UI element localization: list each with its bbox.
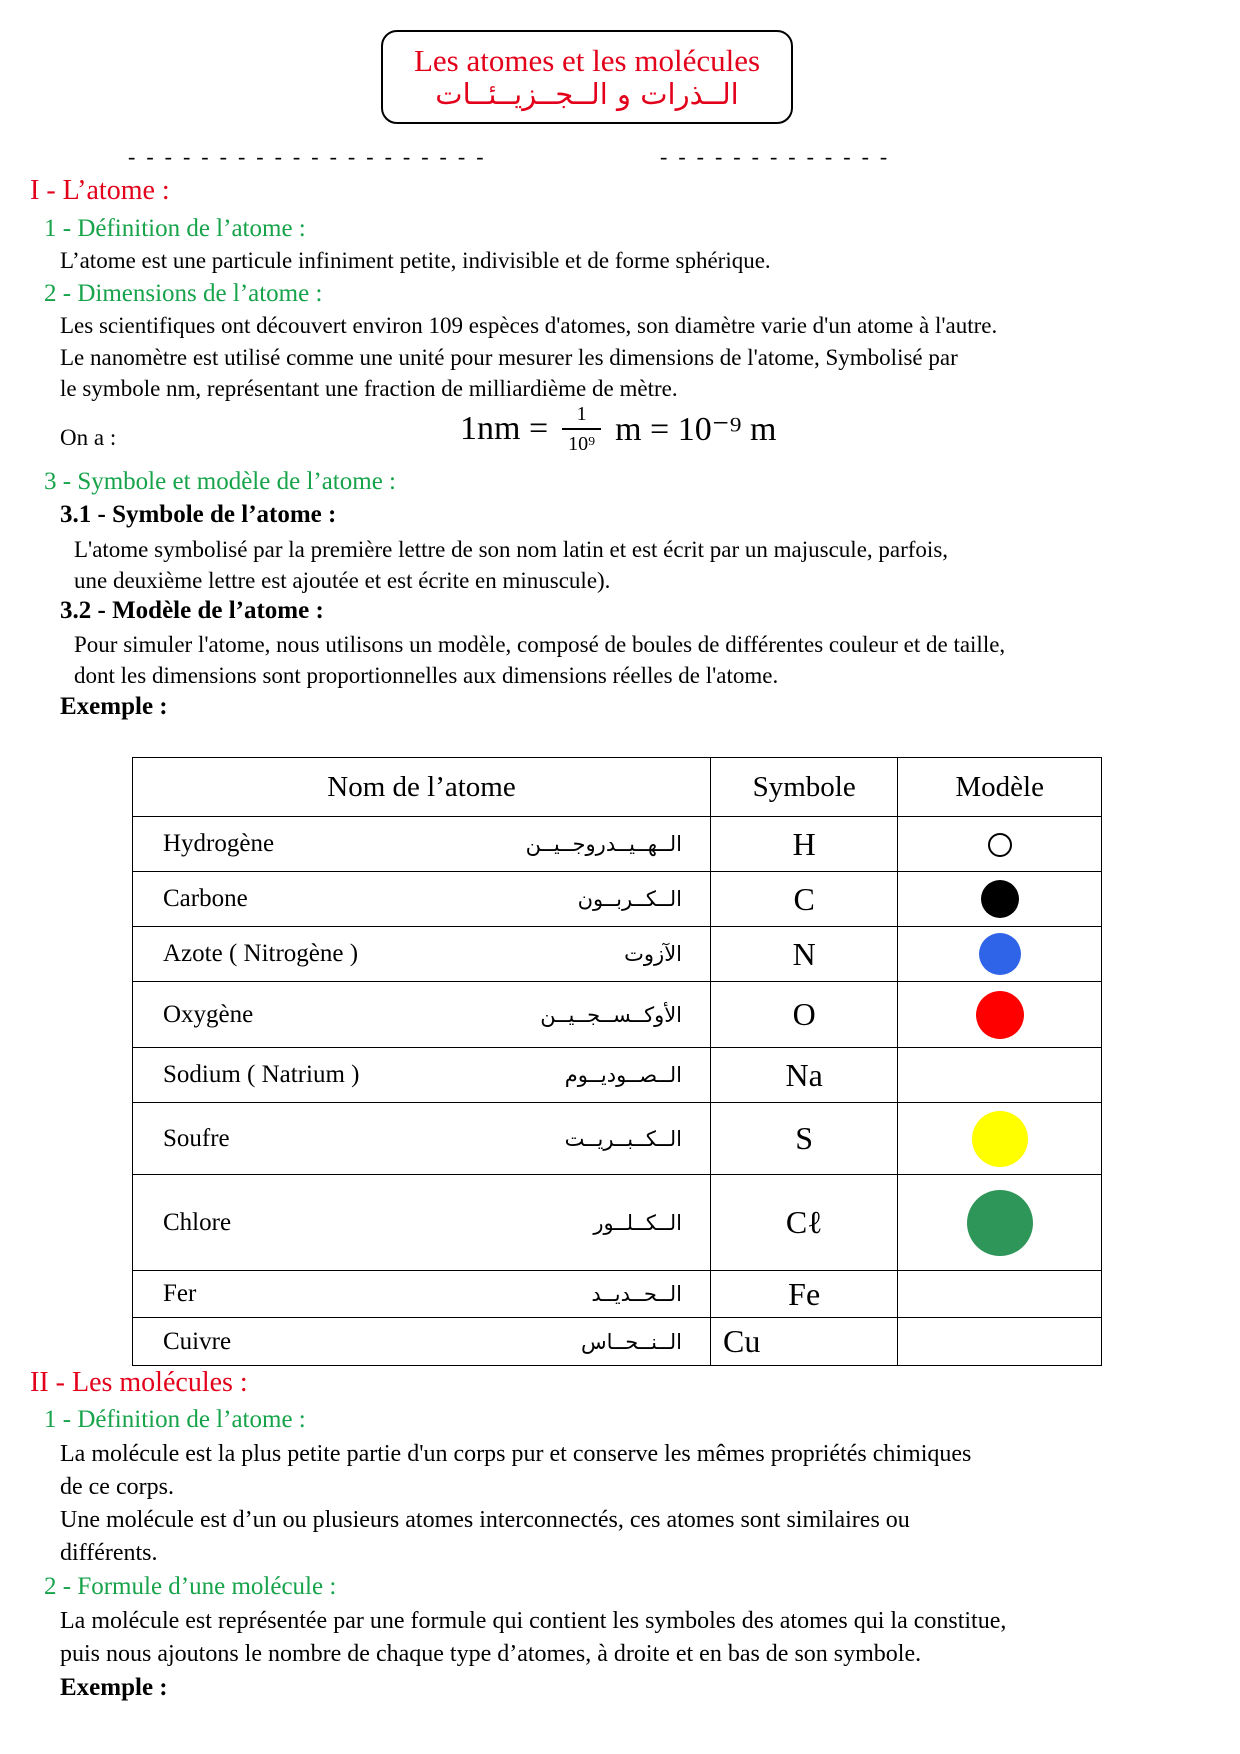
atom-name-cell bbox=[133, 1175, 711, 1271]
molecule-definition-line: différents. bbox=[60, 1540, 158, 1566]
atom-name-cell bbox=[133, 1318, 711, 1366]
table-row bbox=[133, 1318, 1102, 1366]
atom-model-ball bbox=[967, 1190, 1033, 1256]
atom-name-french: Chlore bbox=[163, 1208, 232, 1236]
atom-name-cell bbox=[133, 1103, 711, 1175]
atom-symbol: N bbox=[711, 927, 898, 982]
table-row bbox=[133, 817, 1102, 872]
atom-model-cell bbox=[898, 1175, 1102, 1271]
title-arabic: الــذرات و الــجــزيــئــات bbox=[435, 77, 739, 111]
example-label: Exemple : bbox=[60, 693, 168, 720]
atom-model-ball bbox=[972, 1111, 1028, 1167]
atom-name-french: Hydrogène bbox=[163, 830, 275, 857]
atom-symbol: S bbox=[711, 1103, 898, 1175]
molecule-example-label: Exemple : bbox=[60, 1674, 168, 1701]
molecule-definition-line: Une molécule est d’un ou plusieurs atomes interconnectés, ces atomes sont similaires ou bbox=[60, 1507, 910, 1533]
atom-name-arabic: الــصــوديــوم bbox=[564, 1063, 683, 1087]
section2-heading: II - Les molécules : bbox=[30, 1367, 248, 1398]
atom-model-cell bbox=[898, 1271, 1102, 1318]
molecule-definition-line: La molécule est la plus petite partie d'un corps pur et conserve les mêmes propriétés chimiques bbox=[60, 1441, 972, 1467]
atom-name-french: Cuivre bbox=[163, 1327, 232, 1355]
atom-name-french: Fer bbox=[163, 1280, 197, 1307]
atom-model-cell bbox=[898, 872, 1102, 927]
atom-name-french: Carbone bbox=[163, 885, 248, 912]
atom-name-french: Azote ( Nitrogène ) bbox=[163, 940, 359, 967]
atom-symbol: Cℓ bbox=[711, 1175, 898, 1271]
formula-lhs: 1nm = bbox=[460, 410, 549, 447]
symbol-line: une deuxième lettre est ajoutée et est écrite en minuscule). bbox=[74, 568, 611, 593]
atom-name-arabic: الــكــلــور bbox=[593, 1210, 683, 1235]
atom-name-french: Soufre bbox=[163, 1124, 230, 1152]
molecule-formula-heading: 2 - Formule d’une molécule : bbox=[44, 1573, 337, 1600]
atom-model-ball bbox=[981, 880, 1019, 918]
dimensions-line: Le nanomètre est utilisé comme une unité pour mesurer les dimensions de l'atome, Symbolisé par bbox=[60, 345, 958, 370]
atom-name-arabic: الــهــيــدروجــيــن bbox=[525, 832, 683, 856]
atom-model-ball bbox=[979, 933, 1021, 975]
section1-heading: I - L’atome : bbox=[30, 175, 170, 206]
separator-dashes-right: - - - - - - - - - - - - - bbox=[660, 144, 888, 169]
nanometer-formula bbox=[460, 402, 776, 456]
atom-name-arabic: الــحــديــد bbox=[591, 1282, 683, 1306]
title-box bbox=[381, 30, 793, 124]
table-header-row bbox=[133, 758, 1102, 817]
symbol-model-heading: 3 - Symbole et modèle de l’atome : bbox=[44, 468, 396, 495]
atom-symbol: Cu bbox=[711, 1318, 898, 1366]
atom-name-cell bbox=[133, 1048, 711, 1103]
molecule-formula-line: puis nous ajoutons le nombre de chaque type d’atomes, à droite et en bas de son symbole. bbox=[60, 1641, 922, 1667]
atom-name-arabic: الآزوت bbox=[624, 942, 683, 966]
table-row bbox=[133, 982, 1102, 1048]
atom-model-cell bbox=[898, 817, 1102, 872]
molecule-definition-line: de ce corps. bbox=[60, 1474, 174, 1500]
table-row bbox=[133, 872, 1102, 927]
atom-name-arabic: الــكــبــريــت bbox=[564, 1126, 683, 1151]
atom-name-cell bbox=[133, 1271, 711, 1318]
atom-name-arabic: الأوكــســجــيــن bbox=[540, 1002, 683, 1027]
table-row bbox=[133, 927, 1102, 982]
atom-name-arabic: الــكــربــون bbox=[577, 887, 683, 911]
atom-model-cell bbox=[898, 1103, 1102, 1175]
molecule-formula-line: La molécule est représentée par une formule qui contient les symboles des atomes qui la constitue, bbox=[60, 1608, 1007, 1634]
header-symbol: Symbole bbox=[711, 758, 898, 817]
atom-symbol: C bbox=[711, 872, 898, 927]
atom-model-cell bbox=[898, 982, 1102, 1048]
formula-fraction bbox=[562, 402, 601, 456]
table-row bbox=[133, 1271, 1102, 1318]
atom-symbol: Na bbox=[711, 1048, 898, 1103]
atom-name-cell bbox=[133, 927, 711, 982]
model-subheading: 3.2 - Modèle de l’atome : bbox=[60, 597, 324, 624]
atom-name-cell bbox=[133, 872, 711, 927]
model-line: Pour simuler l'atome, nous utilisons un modèle, composé de boules de différentes couleur et de taille, bbox=[74, 632, 1006, 657]
dimensions-heading: 2 - Dimensions de l’atome : bbox=[44, 280, 323, 307]
table-row bbox=[133, 1048, 1102, 1103]
definition-text: L’atome est une particule infiniment petite, indivisible et de forme sphérique. bbox=[60, 248, 771, 273]
definition-heading: 1 - Définition de l’atome : bbox=[44, 215, 306, 242]
atom-name-french: Oxygène bbox=[163, 1000, 254, 1028]
atom-model-cell bbox=[898, 1048, 1102, 1103]
formula-rhs: m = 10⁻⁹ m bbox=[615, 411, 777, 448]
fraction-numerator: 1 bbox=[576, 403, 587, 425]
atom-model-cell bbox=[898, 927, 1102, 982]
atom-symbol: H bbox=[711, 817, 898, 872]
atom-name-cell bbox=[133, 982, 711, 1048]
header-model: Modèle bbox=[898, 758, 1102, 817]
atom-symbol: O bbox=[711, 982, 898, 1048]
symbol-line: L'atome symbolisé par la première lettre de son nom latin et est écrit par un majuscule, parfois, bbox=[74, 537, 949, 562]
table-row bbox=[133, 1103, 1102, 1175]
symbol-subheading: 3.1 - Symbole de l’atome : bbox=[60, 501, 337, 528]
table-row bbox=[133, 1175, 1102, 1271]
atoms-table bbox=[132, 757, 1102, 1366]
title-french: Les atomes et les molécules bbox=[413, 43, 761, 78]
atom-model-cell bbox=[898, 1318, 1102, 1366]
fraction-denominator: 10⁹ bbox=[562, 428, 601, 456]
atom-model-ball bbox=[976, 991, 1024, 1039]
atom-name-arabic: الــنــحــاس bbox=[580, 1329, 683, 1354]
on-a-label: On a : bbox=[60, 425, 117, 450]
dimensions-line: Les scientifiques ont découvert environ 109 espèces d'atomes, son diamètre varie d'un atome à l'autre. bbox=[60, 313, 998, 338]
header-name: Nom de l’atome bbox=[133, 758, 711, 817]
model-line: dont les dimensions sont proportionnelles aux dimensions réelles de l'atome. bbox=[74, 663, 779, 688]
molecule-definition-heading: 1 - Définition de l’atome : bbox=[44, 1406, 306, 1433]
dimensions-line: le symbole nm, représentant une fraction de milliardième de mètre. bbox=[60, 376, 678, 401]
atom-symbol: Fe bbox=[711, 1271, 898, 1318]
atom-name-cell bbox=[133, 817, 711, 872]
atom-model-ball bbox=[988, 833, 1012, 857]
separator-dashes-left: - - - - - - - - - - - - - - - - - - - - bbox=[128, 144, 484, 169]
atom-name-french: Sodium ( Natrium ) bbox=[163, 1061, 360, 1088]
